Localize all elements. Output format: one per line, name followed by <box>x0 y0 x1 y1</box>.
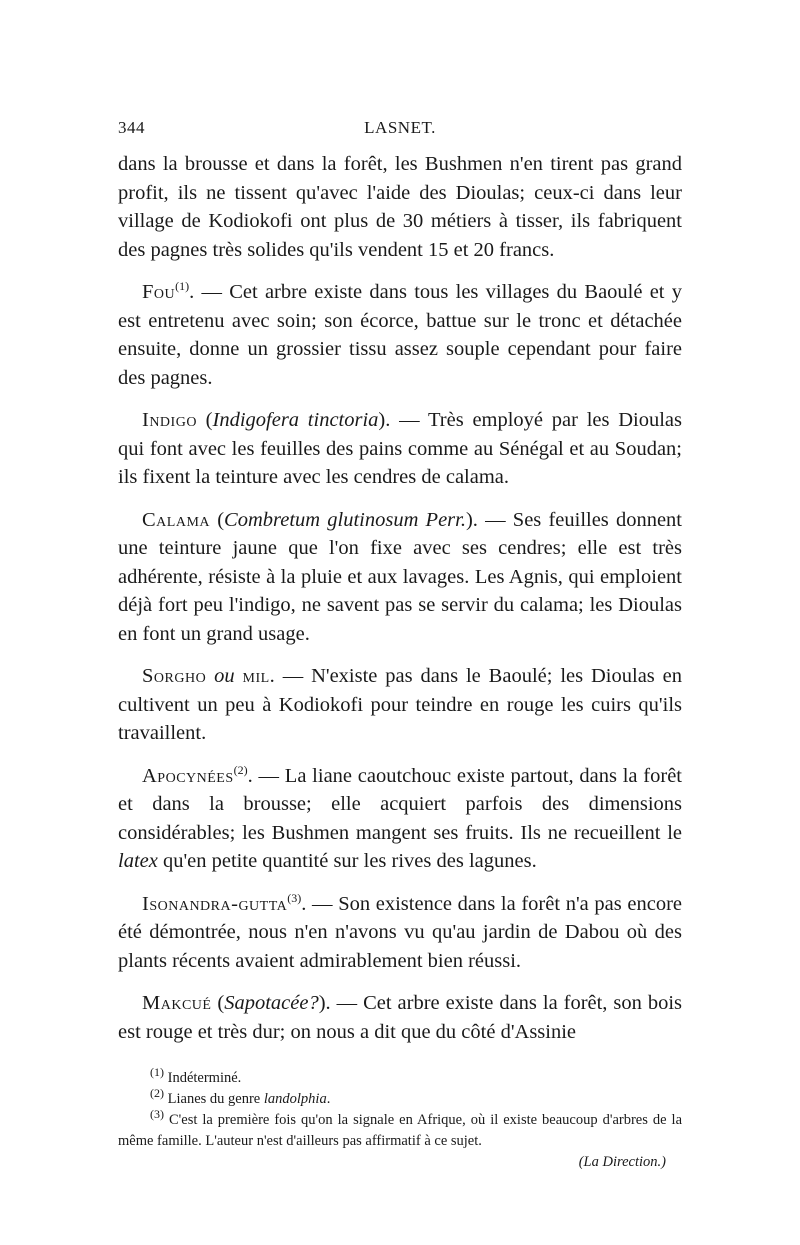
paragraph-isonandra <box>118 890 682 976</box>
page-number: 344 <box>118 118 145 137</box>
running-head <box>118 118 682 146</box>
paragraph-text: . — Cet arbre existe dans tous les villages du Baoulé et y est entretenu avec soin; son écorce, battue sur le tronc et détachée ensuite, donne un grossier tissu assez souple cependant pour faire des pagnes. <box>118 281 682 389</box>
entry-term-connector: ou <box>214 665 235 687</box>
latex-word: latex <box>118 850 158 872</box>
footnote-text: C'est la première fois qu'on la signale en Afrique, où il existe beaucoup d'arbres de la même famille. L'auteur n'est d'ailleurs pas affirmatif à ce sujet. <box>118 1112 682 1149</box>
footnote-ref: (1) <box>175 279 190 294</box>
paragraph-makcue: Makcué (Sapotacée?). — Cet arbre existe dans la forêt, son bois est rouge et très dur; on nous a dit que du côté d'Assinie <box>118 992 682 1043</box>
paragraph-text: . — N'existe pas dans le Baoulé; les Dioulas en cultivent un peu à Kodiokofi pour teindre en rouge les cuirs qu'ils travaillent. <box>118 665 683 744</box>
entry-term: Apocynées <box>142 764 234 787</box>
paragraph-text: ). — Ses feuilles donnent une teinture jaune que l'on fixe avec ses cendres; elle est très adhérente, résiste à la pluie et aux lavages. Les Agnis, qui emploient déjà fort peu l'indigo, ne savent pas se servir du calama; les Dioulas en font un grand usage. <box>118 508 683 645</box>
running-title: LASNET. <box>364 118 436 137</box>
paragraph-sorgho <box>118 662 682 748</box>
paragraph-apocynees <box>118 762 682 876</box>
footnote-text: Indéterminé. <box>167 1070 242 1086</box>
entry-term: Indigo <box>142 409 197 431</box>
footnote-italic: landolphia <box>263 1091 327 1107</box>
paragraph-calama: Calama (Combretum glutinosum Perr.). — Ses feuilles donnent une teinture jaune que l'on fixe avec ses cendres; elle est très adhérente, résiste à la pluie et aux lavages. Les Agnis, qui emploient déjà fort peu l'indigo, ne savent pas se servir du calama; les Dioulas en font un grand usage. <box>118 508 683 645</box>
document-page <box>118 118 682 1173</box>
paragraph-text: . — La liane caoutchouc existe partout, dans la forêt et dans la brousse; elle acquiert parfois des dimensions considérables; les Bushmen mangent ses fruits. Ils ne recueillent le <box>118 764 682 844</box>
paragraph-text: ). — Cet arbre existe dans la forêt, son bois est rouge et très dur; on nous a dit que du côté d'Assinie <box>118 992 682 1043</box>
footnote-mark: (2) <box>150 1086 164 1101</box>
entry-term: Isonandra-gutta <box>142 892 288 915</box>
footnotes <box>118 1065 682 1173</box>
footnote-2 <box>118 1086 682 1110</box>
latin-name: Sapotacée? <box>224 992 319 1014</box>
latin-name: Combretum glutinosum Perr. <box>224 508 466 531</box>
paragraph-indigo: Indigo (Indigofera tinctoria). — Très employé par les Dioulas qui font avec les feuilles des pains comme au Sénégal et au Soudan; ils fixent la teinture avec les cendres de calama. <box>118 409 682 488</box>
entry-term: Sorgho <box>142 665 207 687</box>
entry-term-alt: mil <box>242 665 270 687</box>
footnote-mark: (1) <box>150 1065 164 1080</box>
paragraph-text-end: qu'en petite quantité sur les rives des lagunes. <box>157 850 537 872</box>
footnote-ref: (2) <box>233 762 248 777</box>
body-text <box>118 150 682 1046</box>
footnote-1 <box>118 1065 682 1089</box>
paragraph-continuation <box>118 150 682 264</box>
footnote-mark: (3) <box>150 1107 164 1122</box>
footnote-3 <box>118 1107 682 1152</box>
paragraph-fou <box>118 278 682 392</box>
entry-term: Calama <box>142 508 211 531</box>
footnote-text-end: . <box>326 1091 331 1107</box>
paragraph-text: . — Son existence dans la forêt n'a pas encore été démontrée, nous n'en n'avons vu qu'au jardin de Dabou où des plants récents avaient admirablement bien réussi. <box>118 892 682 972</box>
entry-term: Fou <box>142 281 176 303</box>
paragraph-text: ). — Très employé par les Dioulas qui font avec les feuilles des pains comme au Sénégal et au Soudan; ils fixent la teinture avec les cendres de calama. <box>118 409 682 488</box>
footnote-signature: (La Direction.) <box>578 1154 666 1170</box>
paragraph-text: dans la brousse et dans la forêt, les Bushmen n'en tirent pas grand profit, ils ne tissent qu'avec l'aide des Dioulas; ceux-ci dans leur village de Kodiokofi ont plus de 30 métiers à tisser, ils fabriquent des pagnes très solides qu'ils vendent 15 et 20 francs. <box>118 153 682 261</box>
signature-text: La Direction. <box>583 1154 662 1170</box>
entry-term: Makcué <box>142 992 212 1014</box>
footnote-text: Lianes du genre <box>167 1091 264 1107</box>
footnote-ref: (3) <box>287 890 302 905</box>
latin-name: Indigofera tinctoria <box>212 409 379 431</box>
